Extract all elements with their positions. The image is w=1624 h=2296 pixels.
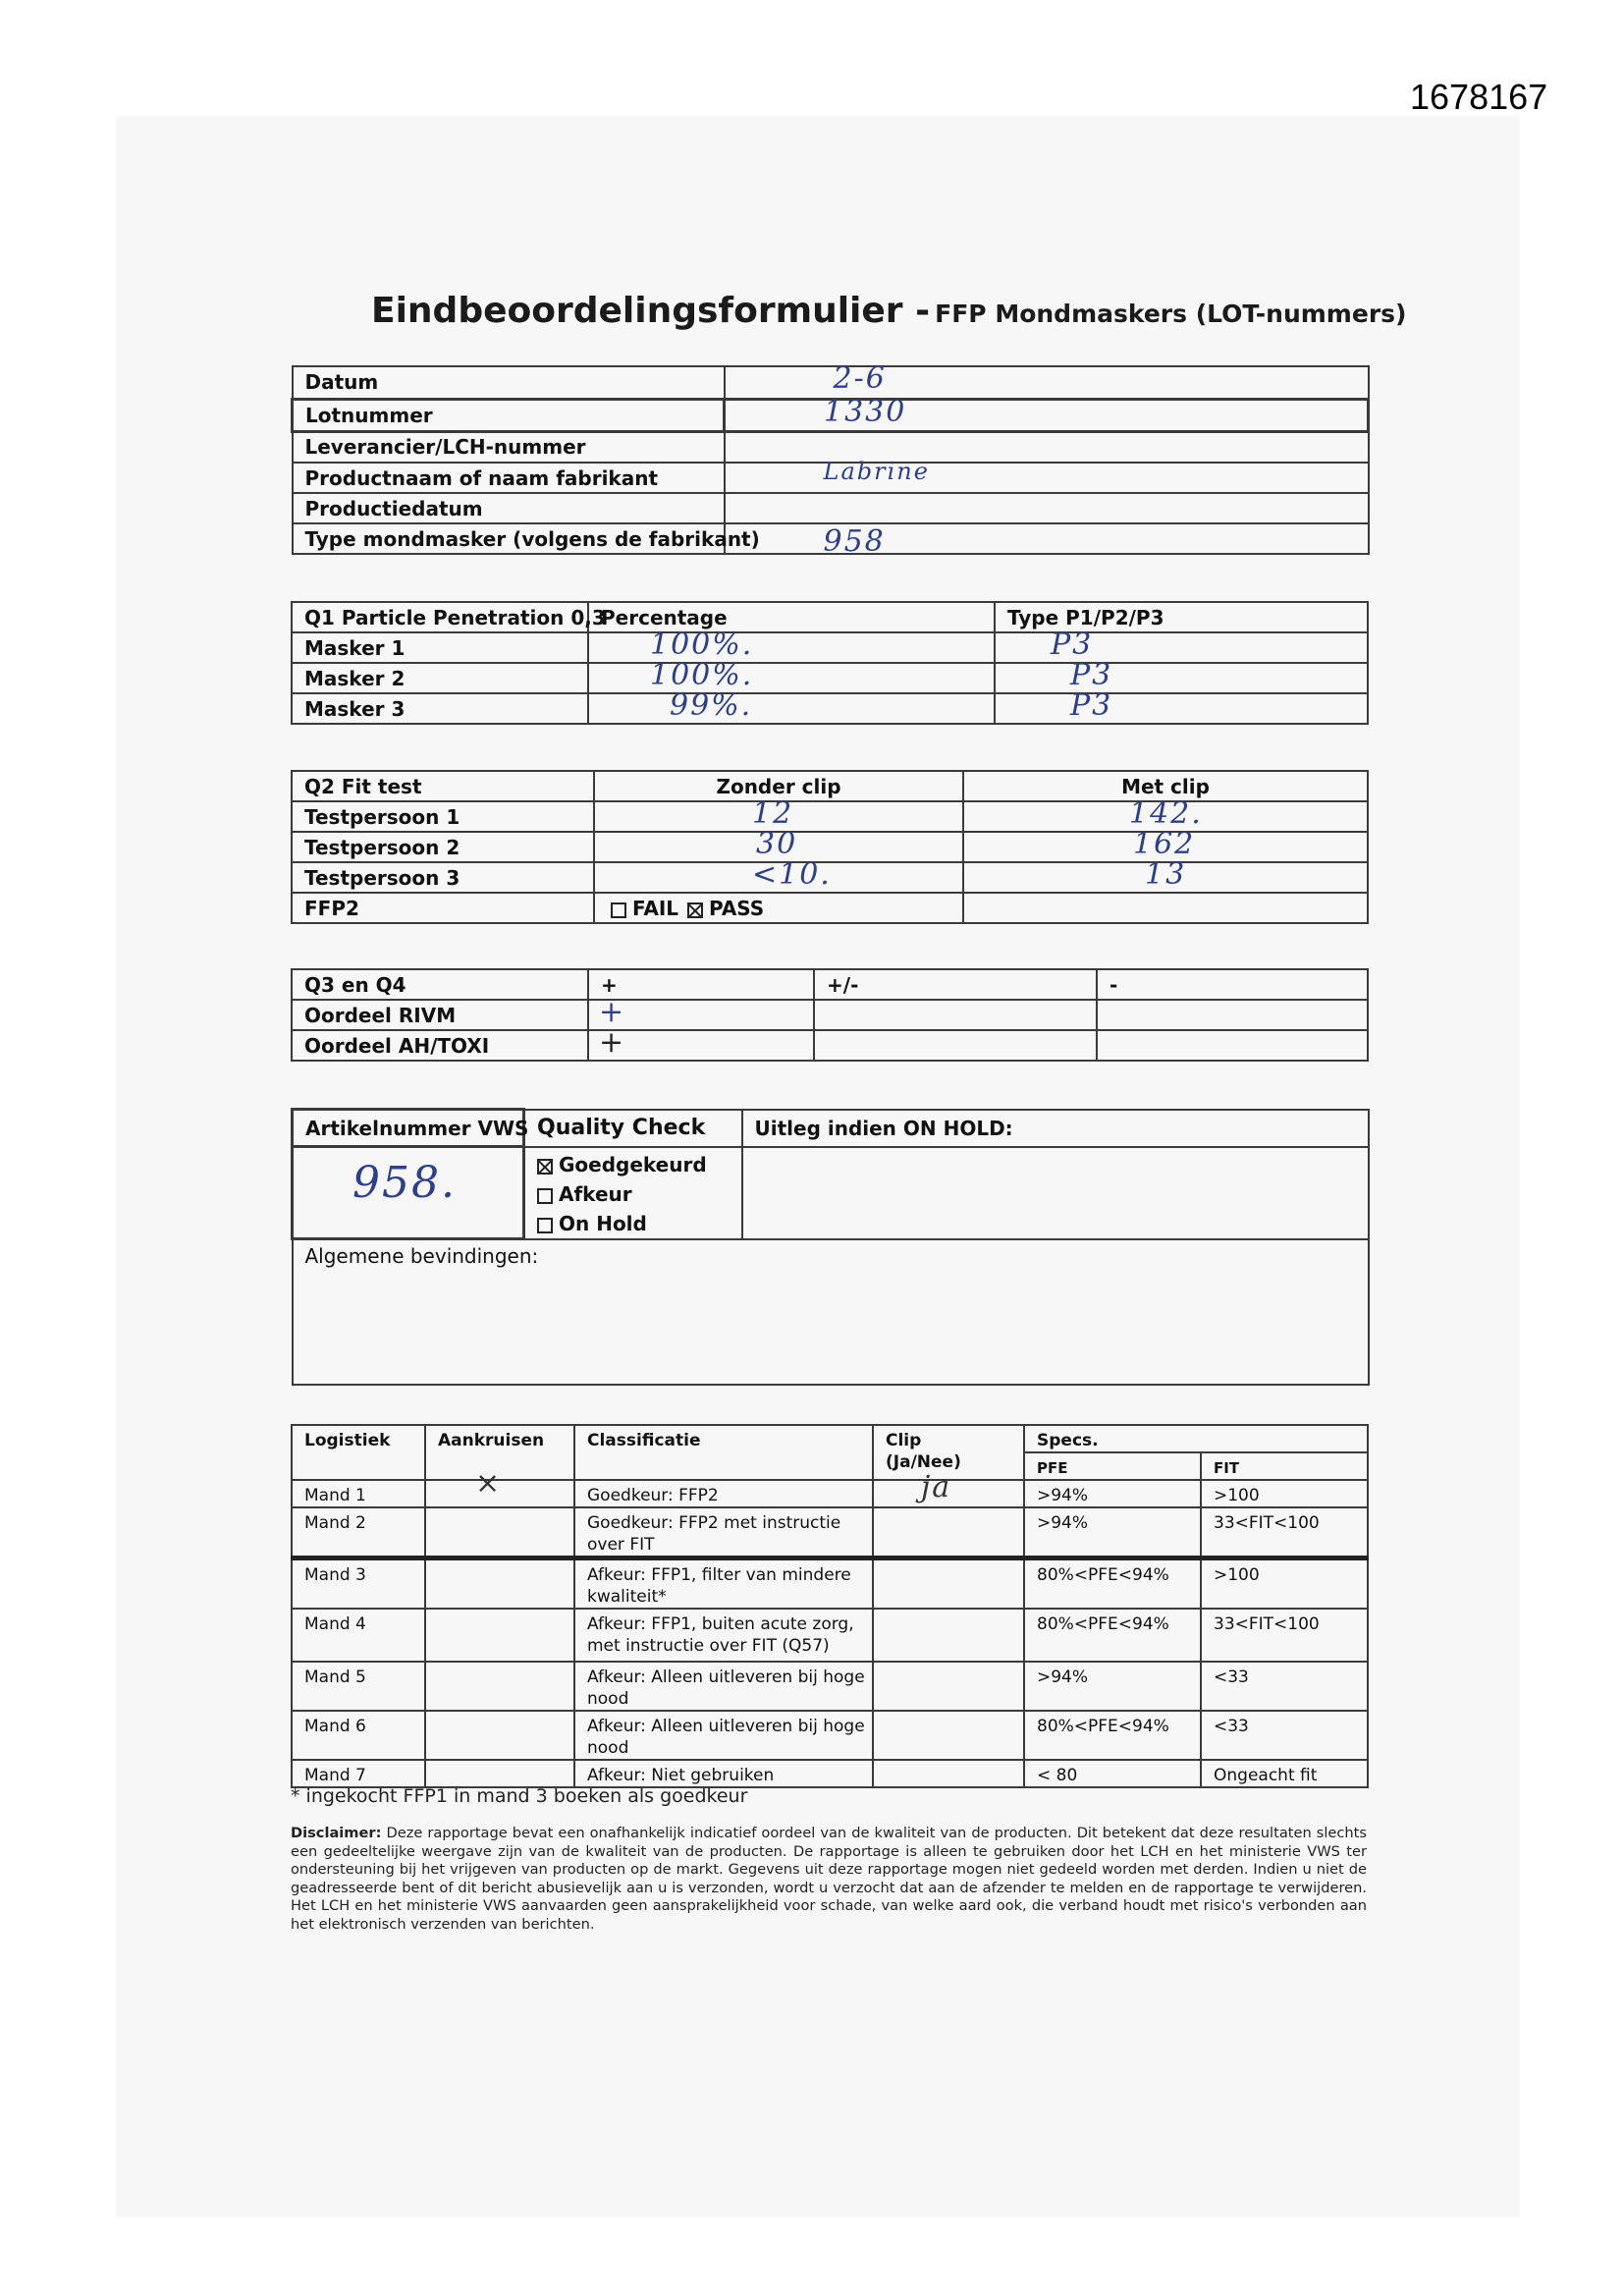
uitleg-value: [742, 1147, 1369, 1239]
info-value: [725, 523, 1369, 559]
disclaimer-label: Disclaimer:: [291, 1825, 382, 1841]
fail-checkbox[interactable]: [611, 902, 626, 918]
info-value: [725, 361, 1369, 399]
logistiek-row: [292, 1662, 1368, 1711]
artikel-label: Artikelnummer VWS: [293, 1110, 524, 1147]
classificatie-cell: Afkeur: Alleen uitleveren bij hoge nood: [574, 1711, 873, 1760]
q1-header: Q1 Particle Penetration 0,3: [292, 602, 588, 632]
classificatie-cell: Goedkeur: FFP2 met instructie over FIT: [574, 1507, 873, 1558]
clip-cell: [873, 1760, 1024, 1787]
document-id: 1678167: [1410, 77, 1548, 117]
info-value-text: 1330: [824, 394, 907, 429]
afkeur-label: Afkeur: [559, 1181, 632, 1206]
pfe-cell: 80%<PFE<94%: [1024, 1711, 1201, 1760]
quality-body-row: [293, 1147, 1369, 1239]
goedgekeurd-label: Goedgekeurd: [559, 1152, 707, 1176]
pfe-header: PFE: [1024, 1452, 1201, 1480]
aankruisen-cell: [425, 1609, 574, 1662]
q3q4-header-minus: -: [1097, 969, 1368, 1000]
q3q4-minus: [1097, 1000, 1368, 1030]
q1-type: [995, 658, 1368, 693]
aankruisen-cell: [425, 1507, 574, 1558]
pfe-cell: >94%: [1024, 1507, 1201, 1558]
q2-ffp2-result: [594, 893, 963, 923]
footnote: * ingekocht FFP1 in mand 3 boeken als goedkeur: [291, 1785, 748, 1807]
pass-checkbox[interactable]: [687, 902, 703, 918]
clip-header-label: Clip: [886, 1431, 922, 1450]
q3q4-plus: [588, 1025, 814, 1061]
clip-cell: [873, 1711, 1024, 1760]
info-label: Leverancier/LCH-nummer: [293, 431, 725, 463]
info-label: Productnaam of naam fabrikant: [293, 463, 725, 493]
q1-type: [995, 628, 1368, 663]
q1-percentage: [588, 658, 995, 693]
q2-zonder-text: 12: [752, 796, 794, 831]
q2-table: [291, 770, 1369, 924]
info-label: Lotnummer: [293, 399, 725, 431]
info-value: [725, 394, 1369, 431]
fit-cell: >100: [1201, 1558, 1368, 1610]
on-hold-label: On Hold: [559, 1211, 647, 1235]
q2-header-row: [292, 771, 1368, 801]
goedgekeurd-checkbox[interactable]: [537, 1159, 553, 1175]
clip-cell: [873, 1662, 1024, 1711]
clip-value: ja: [921, 1470, 952, 1504]
logistiek-header-row: [292, 1425, 1368, 1452]
clip-cell: [873, 1507, 1024, 1558]
aankruisen-cell: [425, 1711, 574, 1760]
q1-type: [995, 688, 1368, 724]
info-row: [293, 463, 1369, 493]
q1-header-percentage: Percentage: [588, 602, 995, 632]
clip-cell: [873, 1470, 1024, 1507]
q1-percentage-text: 100%.: [650, 658, 754, 692]
classificatie-cell: Afkeur: FFP1, filter van mindere kwaliteit*: [574, 1558, 873, 1610]
info-value-text: Labrine: [823, 458, 930, 485]
info-table: [291, 361, 1370, 559]
q2-header: Q2 Fit test: [292, 771, 594, 801]
aankruisen-cell: [425, 1466, 574, 1507]
info-label: Type mondmasker (volgens de fabrikant): [293, 523, 725, 554]
quality-table: [291, 1108, 1370, 1386]
fit-cell: >100: [1201, 1480, 1368, 1507]
form-title: [371, 291, 1406, 331]
q3q4-plus-mark: +: [599, 995, 626, 1029]
aankruisen-cell: [425, 1760, 574, 1787]
aankruisen-mark: ×: [475, 1466, 503, 1501]
q3q4-header-plusminus: +/-: [814, 969, 1097, 1000]
q3q4-header: Q3 en Q4: [292, 969, 588, 1000]
fit-cell: <33: [1201, 1711, 1368, 1760]
form-title-sub: FFP Mondmaskers (LOT-nummers): [935, 300, 1407, 328]
info-row: [293, 493, 1369, 523]
logistiek-table: [291, 1424, 1369, 1788]
q2-row-label: Testpersoon 1: [292, 801, 594, 832]
q3q4-row-label: Oordeel RIVM: [292, 1000, 588, 1030]
pfe-cell: 80%<PFE<94%: [1024, 1558, 1201, 1610]
info-row: [293, 399, 1369, 431]
q1-percentage-text: 100%.: [650, 628, 754, 662]
q3q4-plusminus: [814, 1030, 1097, 1061]
clip-cell: [873, 1558, 1024, 1610]
q3q4-minus: [1097, 1030, 1368, 1061]
q2-zonder: [594, 857, 963, 893]
qc-option-afkeur[interactable]: [537, 1179, 741, 1209]
on-hold-checkbox[interactable]: [537, 1218, 553, 1233]
pass-label: PASS: [709, 896, 765, 920]
clip-header-sub: (Ja/Nee): [886, 1452, 961, 1472]
q2-met-text: 13: [1145, 857, 1187, 892]
mand-label: Mand 5: [292, 1662, 425, 1711]
pfe-cell: >94%: [1024, 1480, 1201, 1507]
q1-type-text: P3: [1070, 658, 1113, 692]
q1-header-type: Type P1/P2/P3: [995, 602, 1368, 632]
fit-cell: 33<FIT<100: [1201, 1507, 1368, 1558]
disclaimer: [291, 1825, 1367, 1935]
q2-header-zonder: Zonder clip: [594, 771, 963, 801]
bevindingen-label: Algemene bevindingen:: [304, 1244, 539, 1268]
mand-label: Mand 3: [292, 1558, 425, 1610]
fit-header: FIT: [1201, 1452, 1368, 1480]
logistiek-row: [292, 1609, 1368, 1662]
q1-percentage-text: 99%.: [670, 688, 753, 723]
q2-row-label: Testpersoon 2: [292, 832, 594, 862]
qc-option-on-hold[interactable]: [537, 1209, 741, 1238]
logistiek-row: [292, 1480, 1368, 1507]
q2-row: [292, 801, 1368, 832]
q3q4-plusminus: [814, 1000, 1097, 1030]
q2-row: [292, 862, 1368, 893]
q3q4-header-plus: +: [588, 969, 814, 1000]
q1-type-text: P3: [1051, 628, 1094, 662]
quality-header-row: [293, 1110, 1369, 1147]
clip-cell: [873, 1609, 1024, 1662]
fit-cell: 33<FIT<100: [1201, 1609, 1368, 1662]
info-row: [293, 523, 1369, 554]
fail-label: FAIL: [632, 896, 679, 920]
info-value: [725, 431, 1369, 463]
form-title-main: Eindbeoordelingsformulier -: [371, 291, 931, 331]
q1-header-row: [292, 602, 1368, 632]
mand-label: Mand 2: [292, 1507, 425, 1558]
q2-met-text: 162: [1133, 827, 1196, 861]
bevindingen-row: [293, 1239, 1369, 1385]
q2-met-text: 142.: [1129, 796, 1203, 831]
q1-row-label: Masker 3: [292, 693, 588, 724]
q2-met: [963, 857, 1368, 893]
fit-cell: Ongeacht fit: [1201, 1760, 1368, 1787]
q1-row-label: Masker 2: [292, 663, 588, 693]
mand-label: Mand 6: [292, 1711, 425, 1760]
uitleg-label: Uitleg indien ON HOLD:: [742, 1110, 1369, 1147]
q1-row: [292, 632, 1368, 663]
qc-label: Quality Check: [524, 1110, 742, 1147]
q3q4-table: [291, 968, 1369, 1062]
info-value: [725, 493, 1369, 523]
pfe-cell: < 80: [1024, 1760, 1201, 1787]
mand-label: Mand 7: [292, 1760, 425, 1787]
afkeur-checkbox[interactable]: [537, 1188, 553, 1204]
q3q4-row-label: Oordeel AH/TOXI: [292, 1030, 588, 1061]
fit-cell: <33: [1201, 1662, 1368, 1711]
q2-ffp2-empty: [963, 893, 1368, 923]
q1-percentage: [588, 688, 995, 724]
bevindingen-cell: [293, 1239, 1369, 1385]
classificatie-cell: Afkeur: Alleen uitleveren bij hoge nood: [574, 1662, 873, 1711]
info-label: Datum: [293, 366, 725, 399]
artikel-value: [293, 1147, 524, 1239]
q3q4-header-row: [292, 969, 1368, 1000]
qc-option-goedgekeurd[interactable]: [537, 1150, 741, 1179]
logistiek-row: [292, 1711, 1368, 1760]
info-value-text: 2-6: [833, 361, 887, 396]
q3q4-row: [292, 1030, 1368, 1061]
mand-label: Mand 1: [292, 1480, 425, 1507]
q3q4-plus-mark: +: [599, 1025, 626, 1060]
q2-zonder-text: 30: [756, 827, 798, 861]
mand-label: Mand 4: [292, 1609, 425, 1662]
q1-table: [291, 601, 1369, 725]
aankruisen-header: Aankruisen: [425, 1425, 574, 1480]
pfe-cell: 80%<PFE<94%: [1024, 1609, 1201, 1662]
disclaimer-text: Deze rapportage bevat een onafhankelijk indicatief oordeel van de kwaliteit van de producten. Dit betekent dat deze resultaten slechts een gedeeltelijke weergave zijn van de kwaliteit van de producten. De rapportage is alleen te gebruiken door het LCH en het ministerie VWS ter ondersteuning bij het vrijgeven van producten op de markt. Gegevens uit deze rapportage mogen niet gedeeld worden met derden. Indien u niet de geadresseerde bent of dit bericht abusievelijk aan u is verzonden, wordt u verzocht dat aan de afzender te melden en de rapportage te verwijderen. Het LCH en het ministerie VWS aanvaarden geen aansprakelijkheid voor schade, van welke aard ook, die verband houdt met risico's verbonden aan het elektronisch verzenden van berichten.: [291, 1825, 1368, 1933]
q3q4-row: [292, 1000, 1368, 1030]
artikel-value-text: 958.: [352, 1158, 457, 1208]
pfe-cell: >94%: [1024, 1662, 1201, 1711]
q2-ffp2-row: [292, 893, 1368, 923]
classificatie-cell: Goedkeur: FFP2: [574, 1480, 873, 1507]
q2-zonder-text: <10.: [752, 857, 832, 892]
logistiek-row: [292, 1760, 1368, 1787]
aankruisen-cell: [425, 1662, 574, 1711]
specs-header: Specs.: [1024, 1425, 1368, 1452]
aankruisen-cell: [425, 1558, 574, 1610]
info-value: [725, 458, 1369, 493]
q1-type-text: P3: [1070, 688, 1113, 723]
logistiek-header: Logistiek: [292, 1425, 425, 1480]
info-label: Productiedatum: [293, 493, 725, 523]
q1-row: [292, 693, 1368, 724]
q1-row: [292, 663, 1368, 693]
classificatie-header: Classificatie: [574, 1425, 873, 1480]
classificatie-cell: Afkeur: FFP1, buiten acute zorg, met instructie over FIT (Q57): [574, 1609, 873, 1662]
classificatie-cell: Afkeur: Niet gebruiken: [574, 1760, 873, 1787]
info-value-text: 958: [823, 524, 886, 559]
q2-row-label: Testpersoon 3: [292, 862, 594, 893]
q2-ffp2-label: FFP2: [292, 893, 594, 923]
qc-options: [524, 1147, 742, 1239]
q1-row-label: Masker 1: [292, 632, 588, 663]
logistiek-row: [292, 1558, 1368, 1610]
q2-header-met: Met clip: [963, 771, 1368, 801]
logistiek-row: [292, 1507, 1368, 1558]
